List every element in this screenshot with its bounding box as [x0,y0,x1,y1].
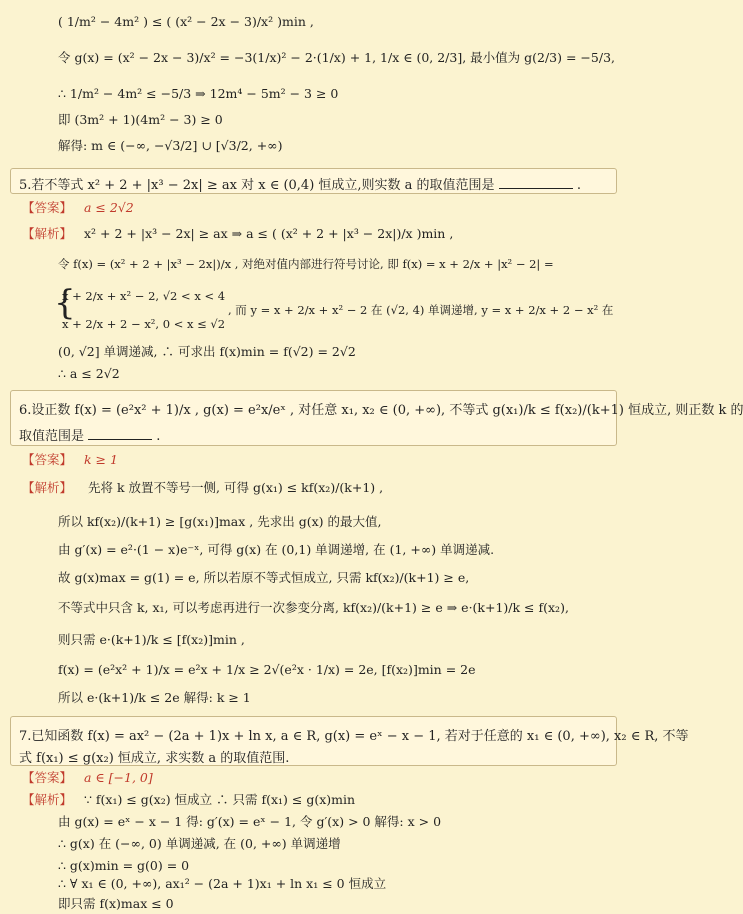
answer-value: a ∈ [−1, 0] [84,770,153,785]
q5-analysis-line-4: (0, √2] 单调递减, ∴ 可求出 f(x)min = f(√2) = 2√2 [58,344,356,359]
question-5-text [19,174,581,193]
q5-piecewise-2: x + 2/x + 2 − x², 0 < x ≤ √2 [62,317,226,331]
q7-answer-row [22,770,153,785]
q7-analysis-line-3: ∴ g(x) 在 (−∞, 0) 单调递减, 在 (0, +∞) 单调递增 [58,836,341,851]
answer-tag: 【答案】 [22,770,73,785]
q5-answer-row [22,200,134,215]
q5-piecewise-1: x + 2/x + x² − 2, √2 < x < 4 [62,289,226,303]
q7-analysis-line-4: ∴ g(x)min = g(0) = 0 [58,858,190,873]
q7-analysis-line-1 [22,792,355,807]
analysis-text: 先将 k 放置不等号一侧, 可得 g(x₁) ≤ kf(x₂)/(k+1) , [88,480,384,495]
q7-analysis-line-6: 即只需 f(x)max ≤ 0 [58,896,174,911]
q7-analysis-line-2: 由 g(x) = eˣ − x − 1 得: g′(x) = eˣ − 1, 令 g′(x) > 0 解得: x > 0 [58,814,442,829]
q5-analysis-line-5: ∴ a ≤ 2√2 [58,366,120,381]
question-7-line-1: 7.已知函数 f(x) = ax² − (2a + 1)x + ln x, a ∈ R, g(x) = eˣ − x − 1, 若对于任意的 x₁ ∈ (0, +∞), x₂ ∈ R, 不等 [19,729,689,744]
q6-analysis-line-8: 所以 e·(k+1)/k ≤ 2e 解得: k ≥ 1 [58,690,251,705]
question-7-box [10,716,689,766]
question-5-box [10,168,617,194]
q6-analysis-line-1 [22,480,383,495]
q6-answer-row [22,452,118,467]
q6-analysis-line-6: 则只需 e·(k+1)/k ≤ [f(x₂)]min , [58,632,245,647]
question-6-box [10,390,743,446]
question-6-line-2 [19,425,160,444]
question-6-stem: 取值范围是 [19,429,85,444]
analysis-tag: 【解析】 [22,226,73,241]
question-5-stem: 5.若不等式 x² + 2 + |x³ − 2x| ≥ ax 对 x ∈ (0,4) 恒成立,则实数 a 的取值范围是 [19,178,495,193]
top-line-2: 令 g(x) = (x² − 2x − 3)/x² = −3(1/x)² − 2·(1/x) + 1, 1/x ∈ (0, 2/3], 最小值为 g(2/3) = −5/3, [58,50,616,65]
q6-analysis-line-4: 故 g(x)max = g(1) = e, 所以若原不等式恒成立, 只需 kf(x₂)/(k+1) ≥ e, [58,570,470,585]
top-line-5: 解得: m ∈ (−∞, −√3/2] ∪ [√3/2, +∞) [58,138,283,153]
q7-analysis-line-5: ∴ ∀ x₁ ∈ (0, +∞), ax₁² − (2a + 1)x₁ + ln x₁ ≤ 0 恒成立 [58,876,387,891]
analysis-text: x² + 2 + |x³ − 2x| ≥ ax ⇒ a ≤ ( (x² + 2 + |x³ − 2x|)/x )min , [84,226,454,241]
top-line-4: 即 (3m² + 1)(4m² − 3) ≥ 0 [58,112,223,127]
q6-analysis-line-2: 所以 kf(x₂)/(k+1) ≥ [g(x₁)]max , 先求出 g(x) 的最大值, [58,514,382,529]
answer-value: a ≤ 2√2 [84,200,134,215]
answer-value: k ≥ 1 [84,452,118,467]
analysis-text: ∵ f(x₁) ≤ g(x₂) 恒成立 ∴ 只需 f(x₁) ≤ g(x)min [84,792,356,807]
answer-tag: 【答案】 [22,452,73,467]
q5-analysis-line-3: , 而 y = x + 2/x + x² − 2 在 (√2, 4) 单调递增, y = x + 2/x + 2 − x² 在 [228,303,614,317]
q6-analysis-line-5: 不等式中只含 k, x₁, 可以考虑再进行一次参变分离, kf(x₂)/(k+1) ≥ e ⇒ e·(k+1)/k ≤ f(x₂), [58,600,569,615]
answer-blank [499,178,573,189]
question-6-line-1: 6.设正数 f(x) = (e²x² + 1)/x , g(x) = e²x/eˣ , 对任意 x₁, x₂ ∈ (0, +∞), 不等式 g(x₁)/k ≤ f(x₂)/(k+1) 恒成立, 则正数 k 的 [19,403,743,418]
analysis-tag: 【解析】 [22,792,73,807]
analysis-tag: 【解析】 [22,480,73,495]
answer-blank [88,429,152,440]
top-line-1: ( 1/m² − 4m² ) ≤ ( (x² − 2x − 3)/x² )min , [58,14,314,29]
q5-analysis-line-1 [22,226,453,241]
q5-analysis-line-2: 令 f(x) = (x² + 2 + |x³ − 2x|)/x , 对绝对值内部进行符号讨论, 即 f(x) = x + 2/x + |x² − 2| = [58,257,554,271]
q6-analysis-line-7: f(x) = (e²x² + 1)/x = e²x + 1/x ≥ 2√(e²x · 1/x) = 2e, [f(x₂)]min = 2e [58,662,476,677]
top-line-3: ∴ 1/m² − 4m² ≤ −5/3 ⇒ 12m⁴ − 5m² − 3 ≥ 0 [58,86,339,101]
q6-analysis-line-3: 由 g′(x) = e²·(1 − x)e⁻ˣ, 可得 g(x) 在 (0,1) 单调递增, 在 (1, +∞) 单调递减. [58,542,495,557]
question-7-line-2: 式 f(x₁) ≤ g(x₂) 恒成立, 求实数 a 的取值范围. [19,751,290,766]
answer-tag: 【答案】 [22,200,73,215]
question-6-end: . [156,429,161,444]
question-5-end: . [576,178,581,193]
brace-icon: { [54,283,76,323]
